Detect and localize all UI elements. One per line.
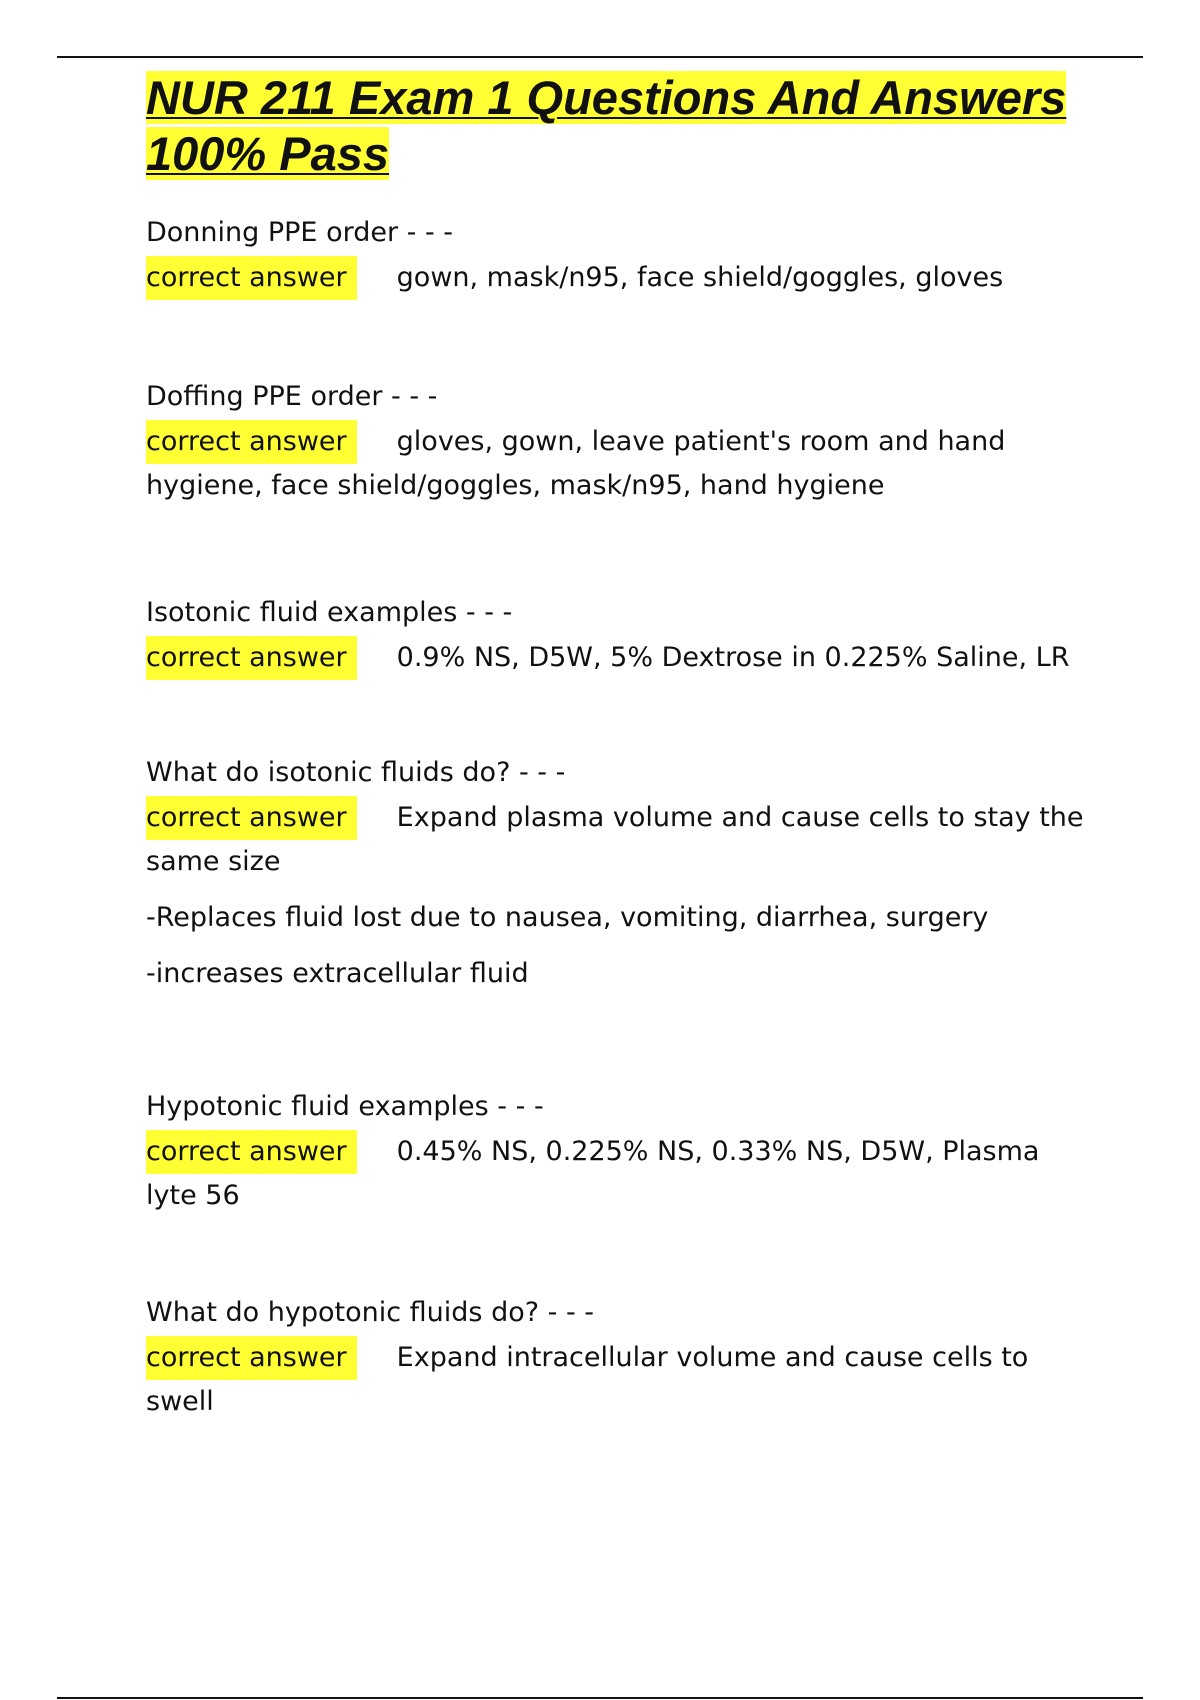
correct-answer-label: correct answer — [146, 1336, 357, 1380]
answer-text — [146, 796, 1086, 884]
question-text: Donning PPE order - - - — [146, 217, 454, 248]
answer-value: gloves, gown, leave patient's room and hand hygiene, face shield/goggles, mask/n95, hand hygiene — [146, 426, 1006, 501]
question-text: Doffing PPE order - - - — [146, 381, 438, 412]
qa-item — [146, 374, 1086, 508]
correct-answer-label: correct answer — [146, 256, 357, 300]
qa-item — [146, 750, 1086, 996]
answer-value: gown, mask/n95, face shield/goggles, gloves — [396, 262, 1004, 293]
qa-item — [146, 210, 1086, 300]
answer-text — [146, 420, 1086, 508]
answer-value: Expand intracellular volume and cause cells to swell — [146, 1342, 1029, 1417]
document-title: NUR 211 Exam 1 Questions And Answers 100% Pass — [146, 71, 1067, 180]
answer-value: 0.9% NS, D5W, 5% Dextrose in 0.225% Saline, LR — [396, 642, 1070, 673]
question-text: What do hypotonic fluids do? - - - — [146, 1297, 595, 1328]
qa-item — [146, 1084, 1086, 1218]
answer-note: -increases extracellular fluid — [146, 958, 529, 989]
answer-text — [146, 1336, 1086, 1424]
correct-answer-label: correct answer — [146, 636, 357, 680]
answer-text — [146, 1130, 1086, 1218]
answer-text — [146, 256, 1086, 300]
top-rule — [57, 56, 1143, 58]
qa-item — [146, 1290, 1086, 1424]
correct-answer-label: correct answer — [146, 796, 357, 840]
answer-note: -Replaces fluid lost due to nausea, vomiting, diarrhea, surgery — [146, 902, 989, 933]
question-text: What do isotonic fluids do? - - - — [146, 757, 566, 788]
question-text: Hypotonic fluid examples - - - — [146, 1091, 544, 1122]
answer-value: Expand plasma volume and cause cells to stay the same size — [146, 802, 1084, 877]
answer-text — [146, 636, 1086, 680]
qa-item — [146, 590, 1086, 680]
correct-answer-label: correct answer — [146, 420, 357, 464]
correct-answer-label: correct answer — [146, 1130, 357, 1174]
answer-value: 0.45% NS, 0.225% NS, 0.33% NS, D5W, Plasma lyte 56 — [146, 1136, 1040, 1211]
question-text: Isotonic fluid examples - - - — [146, 597, 513, 628]
document-body — [146, 70, 1086, 1424]
bottom-rule — [57, 1697, 1143, 1699]
